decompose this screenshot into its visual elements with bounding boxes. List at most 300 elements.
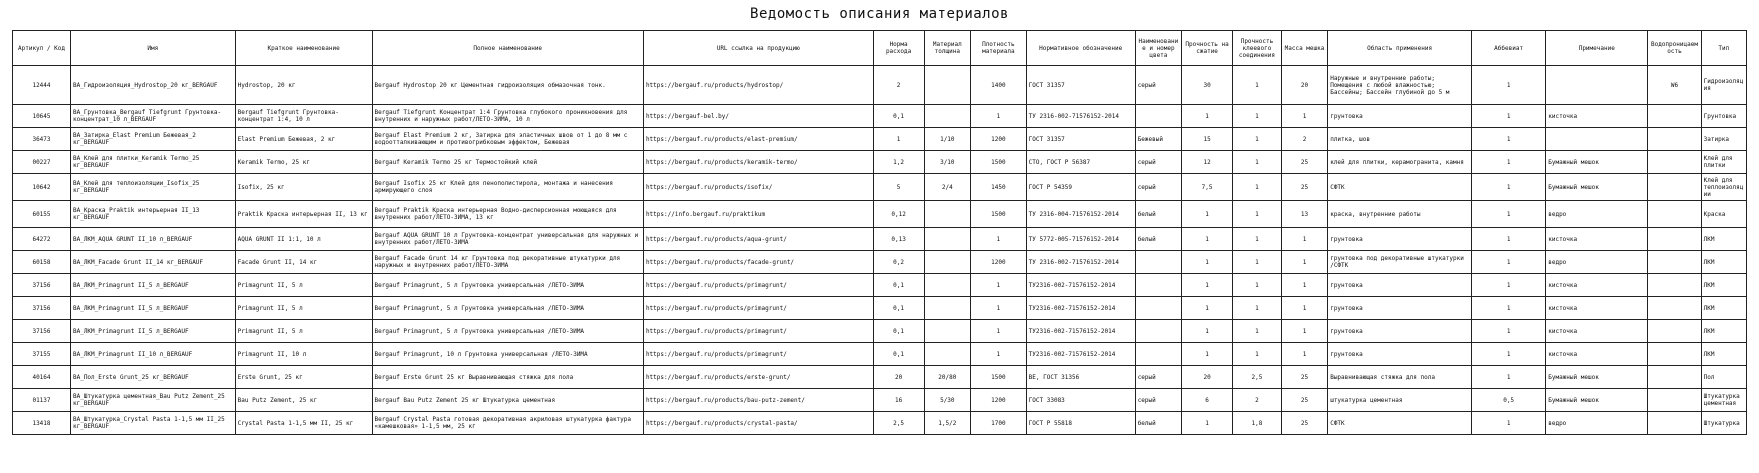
table-cell: 1	[873, 128, 924, 151]
table-cell: 1	[1281, 343, 1327, 366]
table-cell	[1648, 228, 1701, 251]
table-cell: 37156	[13, 297, 71, 320]
table-cell: 12444	[13, 66, 71, 105]
table-cell: 1,2	[873, 151, 924, 174]
table-cell: 1	[1281, 105, 1327, 128]
table-cell: 0,1	[873, 274, 924, 297]
table-cell: 1450	[971, 174, 1027, 201]
table-cell: 1	[1472, 105, 1546, 128]
table-cell: ТУ2316-002-71576152-2014	[1026, 274, 1135, 297]
table-cell: 25	[1281, 151, 1327, 174]
table-cell: 25	[1281, 366, 1327, 389]
table-row	[13, 251, 1747, 274]
table-cell: https://bergauf.ru/products/primagrunt/	[643, 274, 873, 297]
table-cell: Клей для плитки	[1701, 151, 1746, 174]
table-cell: 1/10	[924, 128, 970, 151]
table-cell: 1	[971, 105, 1027, 128]
table-cell: 1	[1281, 251, 1327, 274]
table-row	[13, 151, 1747, 174]
table-cell	[924, 320, 970, 343]
column-header: Нормативное обозначение	[1026, 31, 1135, 66]
table-cell: 37155	[13, 343, 71, 366]
table-cell: Bau Putz Zement, 25 кг	[235, 389, 372, 412]
table-cell: серый	[1135, 174, 1181, 201]
table-cell: https://bergauf-bel.by/	[643, 105, 873, 128]
table-cell: ТУ 2316-004-71576152-2014	[1026, 201, 1135, 228]
table-cell: 1,8	[1233, 412, 1282, 435]
table-cell: https://bergauf.ru/products/isofix/	[643, 174, 873, 201]
materials-table	[12, 30, 1747, 435]
table-cell: 1	[1281, 297, 1327, 320]
table-cell: Штукатурка цементная	[1701, 389, 1746, 412]
table-cell: 0,1	[873, 105, 924, 128]
table-cell: 13	[1281, 201, 1327, 228]
table-cell: ТУ2316-002-71576152-2014	[1026, 343, 1135, 366]
table-cell: 1	[1182, 251, 1233, 274]
table-cell: https://bergauf.ru/products/primagrunt/	[643, 320, 873, 343]
table-cell: штукатурка цементная	[1328, 389, 1472, 412]
table-cell: 60155	[13, 201, 71, 228]
table-cell: Primagrunt II, 5 л	[235, 274, 372, 297]
table-cell: 10645	[13, 105, 71, 128]
table-cell: Выравнивающая стяжка для пола	[1328, 366, 1472, 389]
table-cell	[1648, 366, 1701, 389]
table-cell: Пол	[1701, 366, 1746, 389]
table-cell	[1648, 151, 1701, 174]
table-row	[13, 412, 1747, 435]
table-cell: белый	[1135, 412, 1181, 435]
table-cell: 1	[1472, 343, 1546, 366]
table-cell: Bergauf Hydrostop 20 кг Цементная гидроизоляция обмазочная тонк.	[372, 66, 643, 105]
table-cell: грунтовка	[1328, 320, 1472, 343]
table-cell: Бумажный мешок	[1546, 389, 1648, 412]
table-header-row	[13, 31, 1747, 66]
table-cell: 1	[1472, 274, 1546, 297]
column-header: Краткое наименование	[235, 31, 372, 66]
table-cell: 1	[1182, 274, 1233, 297]
table-cell: 0,1	[873, 343, 924, 366]
table-cell: 2	[873, 66, 924, 105]
column-header: Масса мешка	[1281, 31, 1327, 66]
table-row	[13, 174, 1747, 201]
table-cell: СФТК	[1328, 174, 1472, 201]
table-cell: Primagrunt II, 10 л	[235, 343, 372, 366]
table-cell: 1	[1233, 320, 1282, 343]
table-cell: 1	[1281, 320, 1327, 343]
column-header: Артикул / Код	[13, 31, 71, 66]
table-cell: ведро	[1546, 201, 1648, 228]
table-cell: 1	[1233, 128, 1282, 151]
table-cell: ТУ 2316-002-71576152-2014	[1026, 105, 1135, 128]
table-cell: 1500	[971, 201, 1027, 228]
table-cell: 2	[1233, 389, 1282, 412]
table-cell: ГОСТ 31357	[1026, 128, 1135, 151]
table-cell: BA_Затирка_Elast Premium Бежевая_2 кг_BERGAUF	[70, 128, 235, 151]
table-cell: Elast Premium Бежевая, 2 кг	[235, 128, 372, 151]
table-cell: BA_ЛКМ_Facade Grunt II_14 кг_BERGAUF	[70, 251, 235, 274]
table-cell: https://bergauf.ru/products/bau-putz-zement/	[643, 389, 873, 412]
table-cell: https://bergauf.ru/products/aqua-grunt/	[643, 228, 873, 251]
table-cell: 0,1	[873, 320, 924, 343]
table-cell	[1135, 297, 1181, 320]
table-cell: 1	[1233, 228, 1282, 251]
table-cell: Bergauf Erste Grunt 25 кг Выравнивающая стяжка для пола	[372, 366, 643, 389]
table-cell: BA_ЛКМ_Primagrunt II_5 л_BERGAUF	[70, 320, 235, 343]
table-cell: 1200	[971, 389, 1027, 412]
table-cell: кисточка	[1546, 105, 1648, 128]
table-cell: https://bergauf.ru/products/erste-grunt/	[643, 366, 873, 389]
table-cell: 2/4	[924, 174, 970, 201]
table-cell: 1	[1233, 274, 1282, 297]
table-cell: AQUA GRUNT II 1:1, 10 л	[235, 228, 372, 251]
table-cell	[924, 343, 970, 366]
table-cell: 1	[1182, 320, 1233, 343]
table-row	[13, 228, 1747, 251]
table-cell: 1	[1182, 297, 1233, 320]
table-cell	[1648, 251, 1701, 274]
column-header: Плотность материала	[971, 31, 1027, 66]
table-cell: Bergauf Crystal Pasta готовая декоративная акриловая штукатурка фактура «камешковая» 1-1,5 мм, 25 кг	[372, 412, 643, 435]
table-cell: BA_Гидроизоляция_Hydrostop_20 кг_BERGAUF	[70, 66, 235, 105]
table-cell	[1648, 343, 1701, 366]
table-cell: Bergauf Isofix 25 кг Клей для пенополистирола, монтажа и нанесения армирующего слоя	[372, 174, 643, 201]
table-cell: 1	[971, 343, 1027, 366]
table-cell: https://bergauf.ru/products/hydrostop/	[643, 66, 873, 105]
table-cell: 1	[1472, 151, 1546, 174]
table-cell: ВЕ, ГОСТ 31356	[1026, 366, 1135, 389]
table-cell: ТУ 2316-002-71576152-2014	[1026, 251, 1135, 274]
table-cell	[1648, 274, 1701, 297]
table-cell: BA_ЛКМ_Primagrunt II_10 л_BERGAUF	[70, 343, 235, 366]
table-cell: 7,5	[1182, 174, 1233, 201]
table-cell: СТО, ГОСТ Р 56387	[1026, 151, 1135, 174]
materials-table-wrapper	[12, 30, 1747, 435]
table-cell: клей для плитки, керамогранита, камня	[1328, 151, 1472, 174]
table-cell: 1700	[971, 412, 1027, 435]
table-cell	[1648, 297, 1701, 320]
table-row	[13, 274, 1747, 297]
table-cell	[1648, 201, 1701, 228]
table-cell: серый	[1135, 389, 1181, 412]
table-cell: белый	[1135, 201, 1181, 228]
table-cell: Erste Grunt, 25 кг	[235, 366, 372, 389]
table-cell: кисточка	[1546, 343, 1648, 366]
table-cell: 01137	[13, 389, 71, 412]
table-cell: Bergauf Tiefgrunt Концентрат 1:4 Грунтовка глубокого проникновения для внутренних и наружных работ/ЛЕТО-ЗИМА, 10 л	[372, 105, 643, 128]
table-cell	[924, 105, 970, 128]
table-cell: 37156	[13, 320, 71, 343]
table-cell: 1	[971, 274, 1027, 297]
page-title: Ведомость описания материалов	[750, 6, 1009, 22]
table-cell: 0,1	[873, 297, 924, 320]
table-cell: BA_Штукатурка_Crystal Pasta 1-1,5 мм II_25 кг_BERGAUF	[70, 412, 235, 435]
table-cell: 1	[1472, 366, 1546, 389]
table-cell	[924, 274, 970, 297]
table-cell	[1546, 66, 1648, 105]
table-cell: 1	[1182, 228, 1233, 251]
table-cell: ЛКМ	[1701, 320, 1746, 343]
table-cell: BA_Штукатурка цементная_Bau Putz Zement_25 кг_BERGAUF	[70, 389, 235, 412]
table-cell: 1	[1281, 228, 1327, 251]
table-cell: 20	[1281, 66, 1327, 105]
column-header: Полное наименование	[372, 31, 643, 66]
table-cell: Bergauf Tiefgrunt Грунтовка-концентрат 1:4, 10 л	[235, 105, 372, 128]
table-cell: 40164	[13, 366, 71, 389]
table-cell: 1	[1182, 343, 1233, 366]
column-header: Прочность клеевого соединения	[1233, 31, 1282, 66]
table-cell: Штукатурка	[1701, 412, 1746, 435]
table-cell: 1	[1472, 66, 1546, 105]
table-cell: Бумажный мешок	[1546, 151, 1648, 174]
table-cell: ЛКМ	[1701, 343, 1746, 366]
column-header: URL ссылка на продукцию	[643, 31, 873, 66]
table-cell: 1	[1233, 343, 1282, 366]
table-cell: 5	[873, 174, 924, 201]
table-cell: ГОСТ Р 54359	[1026, 174, 1135, 201]
table-cell: ГОСТ Р 55818	[1026, 412, 1135, 435]
table-cell	[924, 66, 970, 105]
table-cell: белый	[1135, 228, 1181, 251]
table-cell: 2	[1281, 128, 1327, 151]
table-cell: 16	[873, 389, 924, 412]
table-cell: 1	[971, 320, 1027, 343]
table-cell: Bergauf Facade Grunt 14 кг Грунтовка под декоративные штукатурки для наружных и внутренних работ/ЛЕТО-ЗИМА	[372, 251, 643, 274]
table-cell: краска, внутренние работы	[1328, 201, 1472, 228]
table-cell: грунтовка под декоративные штукатурки /СФТК	[1328, 251, 1472, 274]
table-cell: 2,5	[873, 412, 924, 435]
table-cell: ведро	[1546, 412, 1648, 435]
table-cell: СФТК	[1328, 412, 1472, 435]
table-cell: 1	[1233, 201, 1282, 228]
table-row	[13, 297, 1747, 320]
table-cell: Facade Grunt II, 14 кг	[235, 251, 372, 274]
table-cell: 1	[1472, 201, 1546, 228]
table-cell	[1135, 274, 1181, 297]
table-cell: кисточка	[1546, 274, 1648, 297]
table-cell: 1	[1233, 151, 1282, 174]
table-cell: BA_ЛКМ_Primagrunt II_5 л_BERGAUF	[70, 297, 235, 320]
table-cell: https://bergauf.ru/products/facade-grunt/	[643, 251, 873, 274]
table-cell: 30	[1182, 66, 1233, 105]
table-cell: 1	[1182, 105, 1233, 128]
table-cell: 25	[1281, 389, 1327, 412]
table-cell: 60158	[13, 251, 71, 274]
table-cell: ЛКМ	[1701, 297, 1746, 320]
table-cell	[924, 228, 970, 251]
table-cell	[1546, 128, 1648, 151]
table-cell	[1648, 105, 1701, 128]
table-cell: Bergauf Primagrunt, 5 л Грунтовка универсальная /ЛЕТО-ЗИМА	[372, 320, 643, 343]
table-cell: ТУ 5772-005-71576152-2014	[1026, 228, 1135, 251]
table-cell: 1200	[971, 251, 1027, 274]
table-cell: Бумажный мешок	[1546, 366, 1648, 389]
table-cell	[1648, 389, 1701, 412]
table-cell: 1	[971, 297, 1027, 320]
column-header: Водопроницаемость	[1648, 31, 1701, 66]
table-cell: 1	[1472, 174, 1546, 201]
table-cell: 25	[1281, 412, 1327, 435]
table-cell: Наружные и внутренние работы; Помещения с любой влажностью; Бассейны; Бассейн глубиной до 5 м	[1328, 66, 1472, 105]
table-cell: 00227	[13, 151, 71, 174]
table-cell: Praktik Краска интерьерная II, 13 кг	[235, 201, 372, 228]
column-header: Материал толщина	[924, 31, 970, 66]
table-cell: 1,5/2	[924, 412, 970, 435]
table-cell: ТУ2316-002-71576152-2014	[1026, 320, 1135, 343]
table-cell: https://bergauf.ru/products/primagrunt/	[643, 343, 873, 366]
table-cell: BA_Клей для теплоизоляции_Isofix_25 кг_BERGAUF	[70, 174, 235, 201]
table-cell: 1	[1281, 274, 1327, 297]
table-cell: https://bergauf.ru/products/keramik-termo/	[643, 151, 873, 174]
table-cell: 20	[1182, 366, 1233, 389]
table-cell: 3/10	[924, 151, 970, 174]
table-row	[13, 320, 1747, 343]
table-cell: грунтовка	[1328, 297, 1472, 320]
table-cell: Гидроизоляция	[1701, 66, 1746, 105]
table-cell: 1500	[971, 151, 1027, 174]
table-row	[13, 128, 1747, 151]
table-cell: 20/80	[924, 366, 970, 389]
table-cell: Primagrunt II, 5 л	[235, 297, 372, 320]
table-cell: ЛКМ	[1701, 228, 1746, 251]
table-row	[13, 201, 1747, 228]
table-cell: 1	[1472, 128, 1546, 151]
table-cell: 0,13	[873, 228, 924, 251]
table-cell: 1	[1233, 297, 1282, 320]
table-body	[13, 66, 1747, 435]
table-cell: BA_Грунтовка_Bergauf Tiefgrunt Грунтовка-концентрат_10 л_BERGAUF	[70, 105, 235, 128]
table-cell: 13418	[13, 412, 71, 435]
table-cell: 25	[1281, 174, 1327, 201]
column-header: Норма расхода	[873, 31, 924, 66]
table-cell: Bergauf Primagrunt, 5 л Грунтовка универсальная /ЛЕТО-ЗИМА	[372, 297, 643, 320]
table-cell: Бежевый	[1135, 128, 1181, 151]
table-cell: Bergauf Elast Premium 2 кг, Затирка для эластичных швов от 1 до 8 мм с водоотталкивающим и противогрибковым эффектом, Бежевая	[372, 128, 643, 151]
table-cell: 1	[1472, 228, 1546, 251]
table-cell: 1	[1233, 251, 1282, 274]
table-cell: BA_Клей для плитки_Keramik Termo_25 кг_BERGAUF	[70, 151, 235, 174]
table-cell	[1135, 320, 1181, 343]
table-cell: кисточка	[1546, 228, 1648, 251]
table-cell	[924, 201, 970, 228]
table-cell	[1648, 128, 1701, 151]
table-cell: Клей для теплоизоляции	[1701, 174, 1746, 201]
column-header: Тип	[1701, 31, 1746, 66]
table-cell: 6	[1182, 389, 1233, 412]
table-row	[13, 389, 1747, 412]
table-cell: 1	[1472, 251, 1546, 274]
table-cell: BA_Краска_Praktik интерьерная II_13 кг_BERGAUF	[70, 201, 235, 228]
table-cell: Hydrostop, 20 кг	[235, 66, 372, 105]
table-cell: 1400	[971, 66, 1027, 105]
table-cell: Bergauf AQUA GRUNT 10 л Грунтовка-концентрат универсальная для наружных и внутренних работ/ЛЕТО-ЗИМА	[372, 228, 643, 251]
table-cell: 5/30	[924, 389, 970, 412]
table-cell: 1	[1472, 320, 1546, 343]
table-cell: кисточка	[1546, 320, 1648, 343]
table-cell: ТУ2316-002-71576152-2014	[1026, 297, 1135, 320]
table-cell: грунтовка	[1328, 343, 1472, 366]
table-cell: грунтовка	[1328, 228, 1472, 251]
table-cell: 1	[1472, 297, 1546, 320]
table-cell: https://bergauf.ru/products/crystal-pasta/	[643, 412, 873, 435]
table-cell: 10642	[13, 174, 71, 201]
table-cell	[1648, 174, 1701, 201]
table-cell: 15	[1182, 128, 1233, 151]
table-cell	[924, 251, 970, 274]
table-cell: Бумажный мешок	[1546, 174, 1648, 201]
table-cell: Краска	[1701, 201, 1746, 228]
table-cell: 2,5	[1233, 366, 1282, 389]
table-row	[13, 366, 1747, 389]
table-cell: 1	[1472, 412, 1546, 435]
table-cell: Isofix, 25 кг	[235, 174, 372, 201]
table-row	[13, 343, 1747, 366]
table-cell: 12	[1182, 151, 1233, 174]
table-cell: 0,12	[873, 201, 924, 228]
table-cell: серый	[1135, 366, 1181, 389]
table-cell: 36473	[13, 128, 71, 151]
table-cell: BA_Пол_Erste Grunt_25 кг_BERGAUF	[70, 366, 235, 389]
table-cell: плитка, шов	[1328, 128, 1472, 151]
table-cell: ГОСТ 31357	[1026, 66, 1135, 105]
table-cell: 1	[1233, 105, 1282, 128]
table-cell: ведро	[1546, 251, 1648, 274]
table-cell: https://bergauf.ru/products/primagrunt/	[643, 297, 873, 320]
column-header: Примечание	[1546, 31, 1648, 66]
column-header: Прочность на сжатие	[1182, 31, 1233, 66]
table-cell: Bergauf Primagrunt, 5 л Грунтовка универсальная /ЛЕТО-ЗИМА	[372, 274, 643, 297]
table-cell	[1135, 105, 1181, 128]
table-cell: W6	[1648, 66, 1701, 105]
table-cell: серый	[1135, 151, 1181, 174]
table-cell: ГОСТ 33083	[1026, 389, 1135, 412]
column-header: Наименование и номер цвета	[1135, 31, 1181, 66]
table-cell: Грунтовка	[1701, 105, 1746, 128]
table-cell: 37156	[13, 274, 71, 297]
table-cell: грунтовка	[1328, 274, 1472, 297]
table-cell	[1135, 251, 1181, 274]
column-header: Имя	[70, 31, 235, 66]
table-cell: BA_ЛКМ_Primagrunt II_5 л_BERGAUF	[70, 274, 235, 297]
table-cell: Затирка	[1701, 128, 1746, 151]
table-cell: кисточка	[1546, 297, 1648, 320]
table-cell: 1200	[971, 128, 1027, 151]
table-cell: 1500	[971, 366, 1027, 389]
table-cell: ЛКМ	[1701, 274, 1746, 297]
table-cell: Keramik Termo, 25 кг	[235, 151, 372, 174]
table-cell: Bergauf Bau Putz Zement 25 кг Штукатурка цементная	[372, 389, 643, 412]
table-cell: серый	[1135, 66, 1181, 105]
table-cell	[1648, 320, 1701, 343]
table-cell: 20	[873, 366, 924, 389]
table-cell: 1	[971, 228, 1027, 251]
table-cell	[1648, 412, 1701, 435]
table-cell	[1135, 343, 1181, 366]
table-cell: ЛКМ	[1701, 251, 1746, 274]
column-header: Область применения	[1328, 31, 1472, 66]
table-cell: Bergauf Primagrunt, 10 л Грунтовка универсальная /ЛЕТО-ЗИМА	[372, 343, 643, 366]
table-cell	[924, 297, 970, 320]
table-cell: https://info.bergauf.ru/praktikum	[643, 201, 873, 228]
table-cell: грунтовка	[1328, 105, 1472, 128]
column-header: Аббевиат	[1472, 31, 1546, 66]
table-cell: Primagrunt II, 5 л	[235, 320, 372, 343]
table-cell: 1	[1182, 412, 1233, 435]
table-cell: 1	[1233, 66, 1282, 105]
table-cell: Bergauf Praktik Краска интерьерная Водно-дисперсионная моющаяся для внутренних работ/ЛЕТО-ЗИМА, 13 кг	[372, 201, 643, 228]
table-cell: 0,5	[1472, 389, 1546, 412]
table-cell: 1	[1182, 201, 1233, 228]
table-cell: 1	[1233, 174, 1282, 201]
